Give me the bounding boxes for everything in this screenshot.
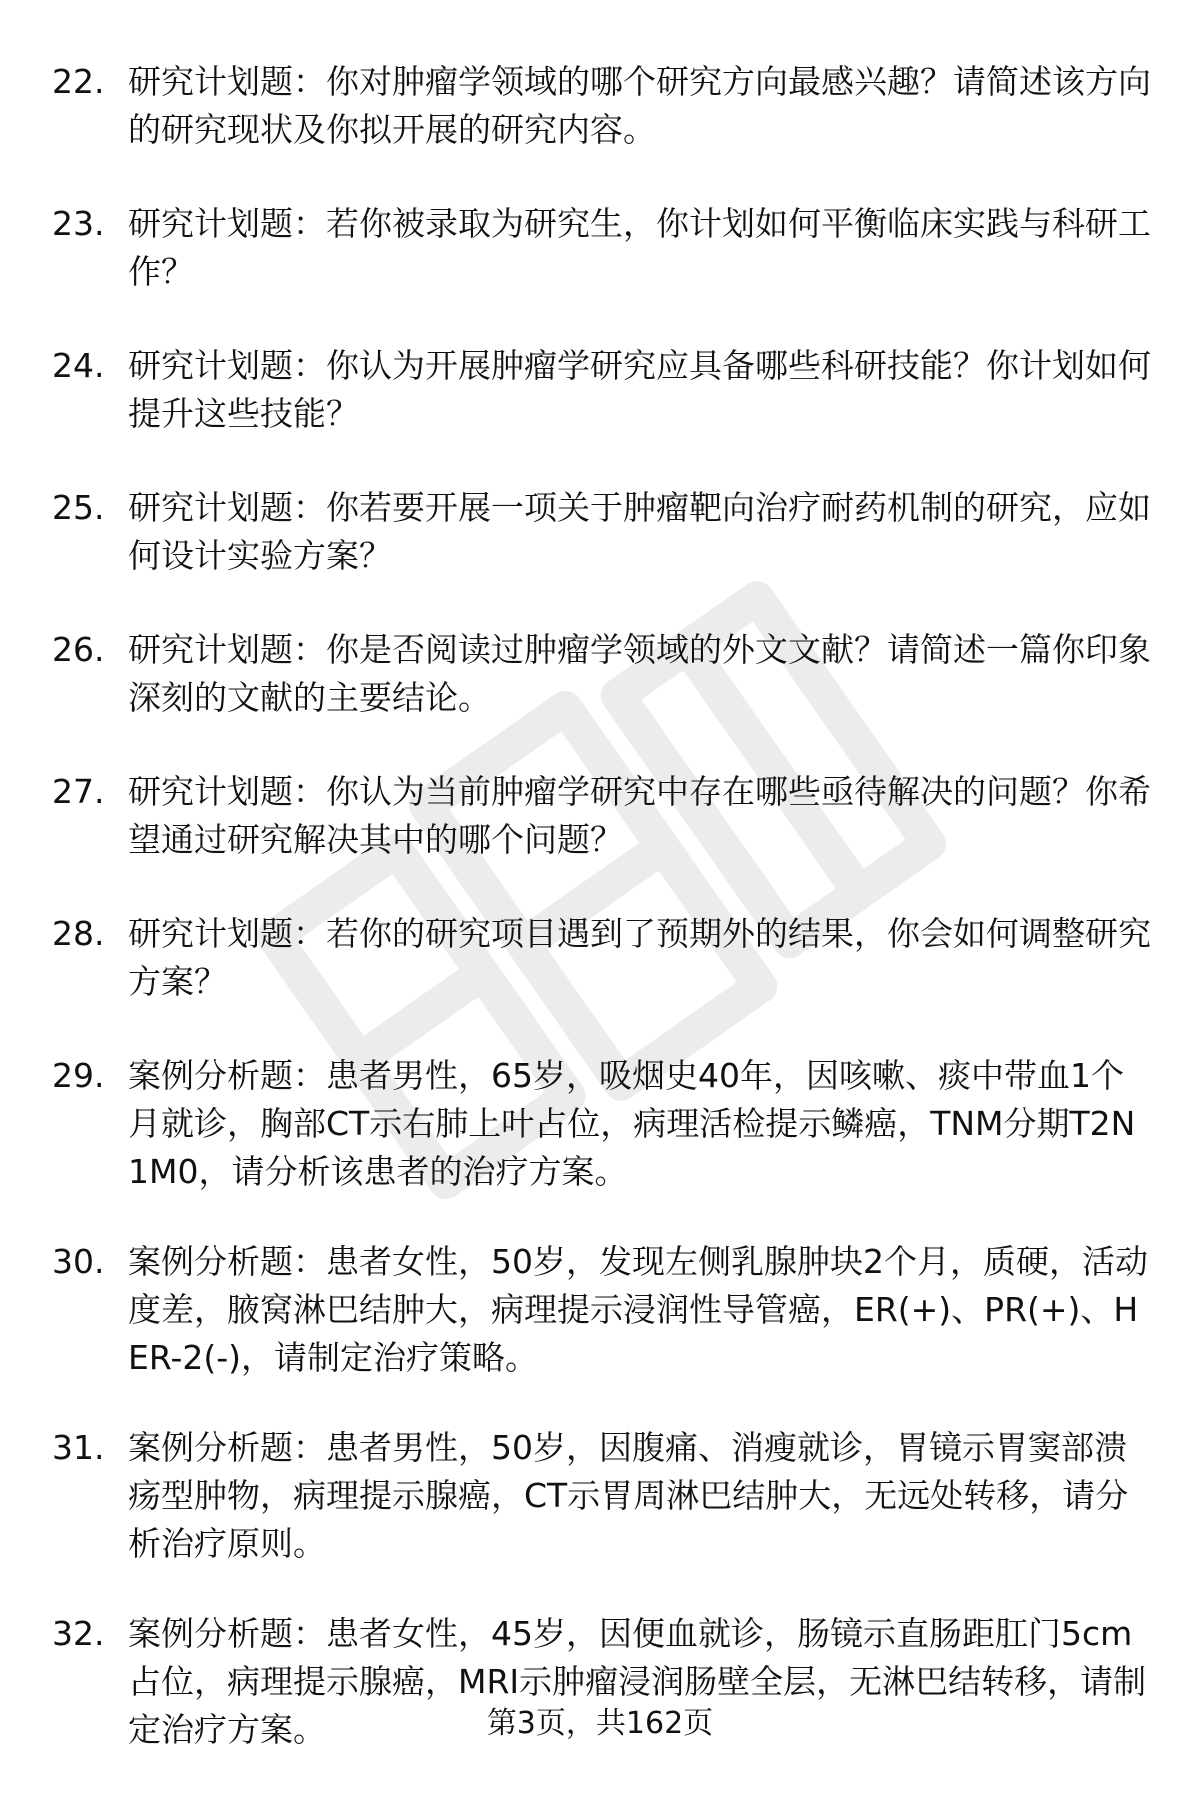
question-text: 研究计划题：你是否阅读过肿瘤学领域的外文文献？请简述一篇你印象深刻的文献的主要结论。 <box>128 630 1151 717</box>
question-number: 28. <box>52 914 105 953</box>
question-number: 31. <box>52 1428 105 1467</box>
question-text: 研究计划题：你认为开展肿瘤学研究应具备哪些科研技能？你计划如何提升这些技能？ <box>128 346 1151 433</box>
page-number-footer: 第3页，共162页 <box>486 1706 714 1741</box>
question-number: 32. <box>52 1614 105 1653</box>
question-number: 25. <box>52 488 105 527</box>
question-item <box>52 626 1152 722</box>
question-item <box>52 1052 1152 1196</box>
question-item <box>52 200 1152 296</box>
question-number: 23. <box>52 204 105 243</box>
question-number: 26. <box>52 630 105 669</box>
question-item <box>52 484 1152 580</box>
question-text: 案例分析题：患者女性，45岁，因便血就诊，肠镜示直肠距肛门5cm占位，病理提示腺癌，MRI示肿瘤浸润肠壁全层，无淋巴结转移，请制定治疗方案。 <box>128 1614 1147 1749</box>
question-text: 案例分析题：患者男性，65岁，吸烟史40年，因咳嗽、痰中带血1个月就诊，胸部CT示右肺上叶占位，病理活检提示鳞癌，TNM分期T2N1M0，请分析该患者的治疗方案。 <box>128 1056 1136 1191</box>
question-text: 案例分析题：患者男性，50岁，因腹痛、消瘦就诊，胃镜示胃窦部溃疡型肿物，病理提示腺癌，CT示胃周淋巴结肿大，无远处转移，请分析治疗原则。 <box>128 1428 1129 1563</box>
question-number: 29. <box>52 1056 105 1095</box>
question-number: 30. <box>52 1242 105 1281</box>
question-text: 研究计划题：若你被录取为研究生，你计划如何平衡临床实践与科研工作？ <box>128 204 1151 291</box>
question-item <box>52 1424 1152 1568</box>
question-list <box>52 58 1152 1796</box>
question-text: 研究计划题：你若要开展一项关于肿瘤靶向治疗耐药机制的研究，应如何设计实验方案？ <box>128 488 1151 575</box>
question-item <box>52 768 1152 864</box>
question-number: 22. <box>52 62 105 101</box>
question-number: 27. <box>52 772 105 811</box>
question-text: 研究计划题：若你的研究项目遇到了预期外的结果，你会如何调整研究方案？ <box>128 914 1151 1001</box>
question-item <box>52 910 1152 1006</box>
question-item <box>52 342 1152 438</box>
question-text: 研究计划题：你对肿瘤学领域的哪个研究方向最感兴趣？请简述该方向的研究现状及你拟开展的研究内容。 <box>128 62 1151 149</box>
question-number: 24. <box>52 346 105 385</box>
question-item <box>52 1238 1152 1382</box>
question-text: 研究计划题：你认为当前肿瘤学研究中存在哪些亟待解决的问题？你希望通过研究解决其中的哪个问题？ <box>128 772 1151 859</box>
question-text: 案例分析题：患者女性，50岁，发现左侧乳腺肿块2个月，质硬，活动度差，腋窝淋巴结肿大，病理提示浸润性导管癌，ER(+)、PR(+)、HER-2(-)，请制定治疗策略。 <box>128 1242 1148 1377</box>
question-item <box>52 58 1152 154</box>
